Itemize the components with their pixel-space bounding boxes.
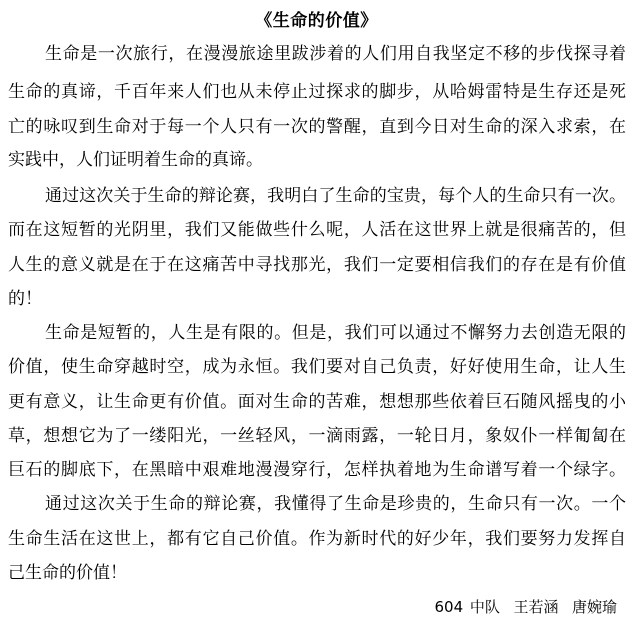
author-signature: 604 中队 王若涵 唐婉瑜: [434, 598, 617, 616]
paragraph-2-line-2: 而在这短暂的光阴里，我们又能做些什么呢，人活在这世界上就是很痛苦的，但: [8, 220, 626, 240]
paragraph-4-line-2: 生命生活在这世上，都有它自己价值。作为新时代的好少年，我们要努力发挥自: [8, 529, 626, 549]
paragraph-4-line-3: 己生命的价值！: [8, 563, 127, 583]
paragraph-3-line-1: 生命是短暂的，人生是有限的。但是，我们可以通过不懈努力去创造无限的: [45, 323, 626, 343]
paragraph-3-line-4: 草，想想它为了一缕阳光，一丝轻风，一滴雨露，一轮日月，象奴仆一样匍匐在: [8, 426, 626, 446]
paragraph-1-line-3: 亡的咏叹到生命对于每一个人只有一次的警醒，直到今日对生命的深入求索，在: [8, 117, 626, 137]
paragraph-1-line-1: 生命是一次旅行，在漫漫旅途里跋涉着的人们用自我坚定不移的步伐探寻着: [45, 44, 626, 64]
paragraph-2-line-1: 通过这次关于生命的辩论赛，我明白了生命的宝贵，每个人的生命只有一次。: [45, 186, 626, 206]
paragraph-3-line-2: 价值，使生命穿越时空，成为永恒。我们要对自己负责，好好使用生命，让人生: [8, 357, 626, 377]
paragraph-2-line-4: 的！: [8, 289, 42, 309]
paragraph-2-line-3: 人生的意义就是在于在这痛苦中寻找那光，我们一定要相信我们的存在是有价值: [8, 255, 626, 275]
paragraph-3-line-3: 更有意义，让生命更有价值。面对生命的苦难，想想那些依着巨石随风摇曳的小: [8, 392, 626, 412]
paragraph-3-line-5: 巨石的脚底下，在黑暗中艰难地漫漫穿行，怎样执着地为生命谱写着一个绿字。: [8, 460, 626, 480]
document-title: 《生命的价值》: [255, 11, 378, 31]
paragraph-1-line-2: 生命的真谛，千百年来人们也从未停止过探求的脚步，从哈姆雷特是生存还是死: [8, 82, 626, 102]
paragraph-1-line-4: 实践中，人们证明着生命的真谛。: [8, 150, 263, 170]
paragraph-4-line-1: 通过这次关于生命的辩论赛，我懂得了生命是珍贵的，生命只有一次。一个: [45, 494, 626, 514]
